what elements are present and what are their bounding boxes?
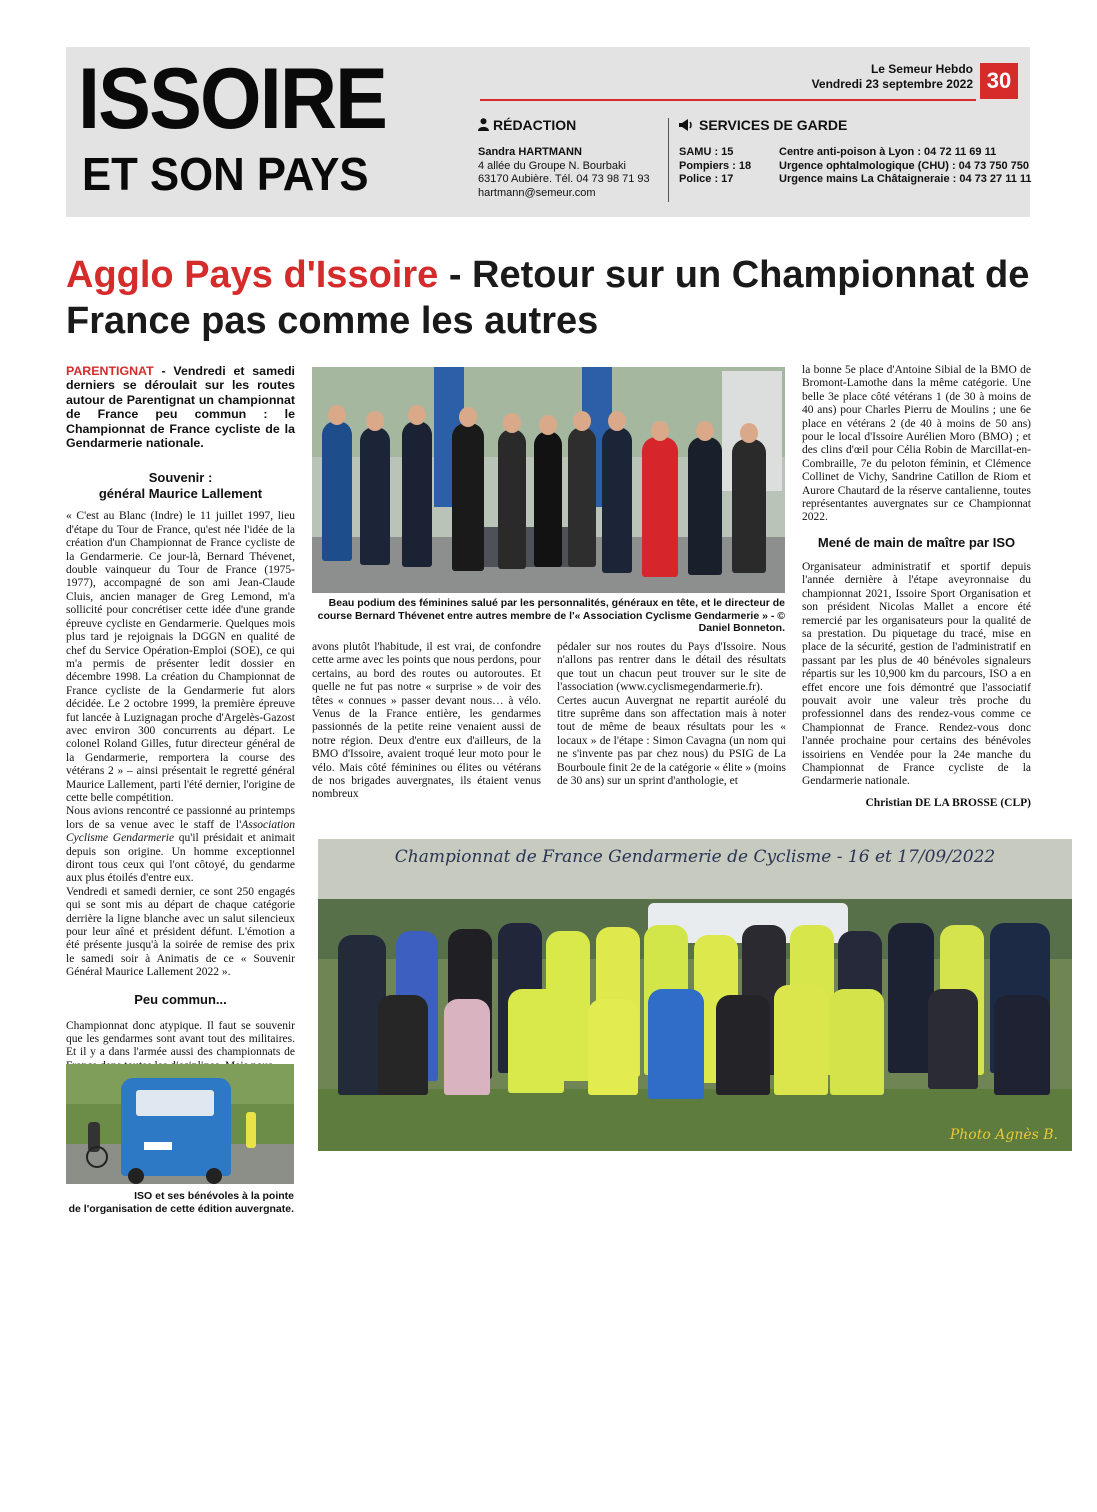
- col1-p2-italic: Association Cyclisme Gendarmerie: [66, 818, 295, 845]
- byline: Christian DE LA BROSSE (CLP): [865, 796, 1031, 809]
- intertitle-iso: Mené de main de maître par ISO: [817, 534, 1016, 550]
- urgence-mains: Urgence mains La Châtaigneraie : 04 73 27 11 11: [779, 173, 1032, 185]
- intertitle-souvenir-l1: Souvenir :: [148, 470, 213, 486]
- antipoison: Centre anti-poison à Lyon : 04 72 11 69 11: [779, 146, 997, 158]
- redaction-heading: [478, 117, 650, 133]
- services-heading-text: SERVICES DE GARDE: [699, 117, 848, 133]
- publication-name: Le Semeur Hebdo: [870, 62, 973, 76]
- intertitle-peu-commun: Peu commun...: [134, 991, 227, 1007]
- col1-paragraph-4: Championnat donc atypique. Il faut se souvenir que les gendarmes sont avant tout des militaires. Et il y a dans l'armée aussi des championnats de: [66, 1019, 295, 1059]
- col1-paragraph-2: [66, 805, 295, 885]
- redaction-block: [478, 117, 650, 200]
- column-3: [557, 641, 786, 788]
- section-title: ISSOIRE: [78, 51, 387, 147]
- header-rule: [480, 99, 976, 101]
- samu: SAMU : 15: [679, 146, 734, 158]
- lead-text: - Vendredi et samedi derniers se déroulait sur les routes autour de Parentignat un championnat de France peu commun : le Championnat de France cycliste de la Gendarmerie nationale.: [66, 364, 295, 451]
- headline: [66, 252, 1046, 344]
- headline-rest: - Retour sur un Championnat de France pas comme les autres: [66, 254, 1030, 342]
- lead-place: PARENTIGNAT: [66, 364, 154, 378]
- publication-date: Vendredi 23 septembre 2022: [811, 77, 973, 91]
- intertitle-souvenir: [66, 470, 295, 502]
- col4-paragraph-1: la bonne 5e place d'Antoine Sibial de la BMO de Bromont-Lamothe dans la même catégorie. Une belle 3e place côté vétérans 1 (de 30 à moins de 40 ans) pour Charles Pierru de Moulins ; une 6e place en vétérans 2 (de 40 à moins de 50 ans) pour le local d'Issoire Aurélien Moro (BMO) ; et des clins d'œil pour Célia Robin de Marcillat-en-Combraille, 7e du peloton féminin, et Clémence Collinet de Vichy, Sandrine Catillon de Riom et Aurore Chautard de la réserve cantalienne, toutes représentantes auvergnates sur ce Championnat 2022.: [802, 364, 1031, 524]
- redaction-address2: 63170 Aubière. Tél. 04 73 98 71 93: [478, 173, 650, 185]
- intertitle-souvenir-l2: général Maurice Lallement: [98, 486, 263, 502]
- headline-red: Agglo Pays d'Issoire: [66, 254, 439, 296]
- col1-paragraph-3: Vendredi et samedi dernier, ce sont 250 engagés qui se sont mis au départ de chaque catégorie derrière la ligne blanche avec un salut silencieux pour leur aîné et président défunt. L'émotion a été présente jusqu'à la soirée de remise des prix le samedi soir à Animatis de ce « Souvenir Général Maurice Lallement 2022 ».: [66, 885, 295, 979]
- redaction-email[interactable]: hartmann@semeur.com: [478, 186, 596, 199]
- redaction-address1: 4 allée du Groupe N. Bourbaki: [478, 159, 626, 172]
- services-hotlines: [779, 146, 1032, 187]
- col3-paragraph-1: pédaler sur nos routes du Pays d'Issoire. Nous n'allons pas rentrer dans le détail des résultats que tout un chacun peut trouver sur le site de l'association (www.cyclismegendarmerie.fr).: [557, 641, 786, 694]
- pompiers: Pompiers : 18: [679, 159, 752, 172]
- column-2: [312, 641, 541, 802]
- van-caption-l2: de l'organisation de cette édition auvergnate.: [68, 1202, 294, 1215]
- col1-p2-b: qu'il présidait et animait depuis son origine. Un homme exceptionnel diront tous ceux qui l'ont côtoyé, du gendarme aux plus étoilés d'entre eux.: [66, 832, 295, 885]
- col1-paragraph-1: « C'est au Blanc (Indre) le 11 juillet 1997, lieu d'étape du Tour de France, qu'est née l'idée de la création d'un Championnat de France cycliste de la Gendarmerie. Ce jour-là, Bernard Thévenet, double vainqueur du Tour de France (1975-1977), accompagné de son ami Jean-Claude Cluis, ancien manager de Greg Lemond, m'a sollicité pour concrétiser cette idée d'une grande épreuve cycliste en Gendarmerie. Quelques mois plus tard je rejoignais la DGGN en qualité de chef du Service Opération-Emploi (SOE), ce qui m'a permis de présenter ledit dossier en décembre 1998. La création du Championnat de France cycliste de la Gendarmerie fut alors décidée. Le 2 octobre 1999, la première épreuve fut lancée à Luzignagan proche d'Argelès-Gazost avec environ 300 concurrents au départ. Le colonel Roland Gilles, futur directeur général de la Gendarmerie, remportera la course des vétérans 2 » – ainsi présentait le regretté général Maurice Lallement, parti l'été dernier, l'origine de cette belle compétition.: [66, 510, 295, 804]
- ophtalmo: Urgence ophtalmologique (CHU) : 04 73 750 750: [779, 159, 1030, 172]
- redaction-name: Sandra HARTMANN: [478, 146, 582, 158]
- podium-caption: Beau podium des féminines salué par les personnalités, généraux en tête, et le directeur de course Bernard Thévenet entre autres membre de l'« Association Cyclisme Gendarmerie » - © Daniel Bonneton.: [317, 597, 785, 635]
- van-caption: [66, 1190, 294, 1215]
- person-icon: [478, 118, 489, 131]
- col1-p2-a: Nous avions rencontré ce passionné au printemps lors de sa venue avec le staff de l': [66, 805, 295, 831]
- police: Police : 17: [679, 173, 734, 185]
- group-photo: [318, 839, 1072, 1151]
- van-photo: [66, 1064, 294, 1184]
- van-caption-l1: ISO et ses bénévoles à la pointe: [134, 1190, 294, 1202]
- redaction-heading-text: RÉDACTION: [493, 117, 577, 133]
- group-photo-credit: Photo Agnès B.: [949, 1127, 1058, 1143]
- section-subtitle: ET SON PAYS: [82, 148, 369, 200]
- col4-paragraph-2: Organisateur administratif et sportif depuis l'année dernière à l'étape aveyronnaise du championnat 2021, Issoire Sport Organisation et son président Nicolas Mallet a encore été remercié par les organisateurs pour la qualité de sa prestation. Du piquetage du tracé, mise en place de la sécurité, gestion de l'administratif en passant par les plus de 40 bénévoles signaleurs répartis sur les 10,900 km du parcours, ISO a en effet encore une fois démontré que l'associatif pouvait avoir une valeur très proche du professionnel dans des rendez-vous comme ce Championnat de France. Rendez-vous donc l'année prochaine pour certains des bénévoles issoiriens en Vendée pour la 24e manche du Championnat de France cycliste de la Gendarmerie nationale.: [802, 560, 1031, 788]
- header-separator: [668, 118, 669, 202]
- col2-paragraph: avons plutôt l'habitude, il est vrai, de confondre cette arme avec les points que nous perdons, pour certains, au bord des routes ou autoroutes. Et quelle ne fut pas notre « surprise » de voir des têtes « connues » passer devant nous… à vélo. Venus de la France entière, les gendarmes passionnés de la petite reine venaient aussi de notre région. Deux d'entre eux d'ailleurs, de la BMO d'Issoire, avaient troqué leur moto pour le vélo. Mais côté féminines ou élites ou vétérans de nos brigades auvergnates, ils étaient venus nombreux: [312, 641, 541, 801]
- services-heading: [679, 117, 847, 133]
- megaphone-icon: [679, 119, 694, 131]
- group-photo-title: Championnat de France Gendarmerie de Cyclisme - 16 et 17/09/2022: [394, 847, 996, 867]
- publication-info: [812, 62, 973, 92]
- column-4: [802, 364, 1031, 810]
- services-emergency: [679, 146, 751, 187]
- podium-photo: [312, 367, 785, 593]
- services-block: [679, 117, 847, 133]
- col3-paragraph-2: Certes aucun Auvergnat ne repartit auréolé du titre suprême dans son affectation mais à noter tout de même de beaux résultats pour les « locaux » de l'étape : Simon Cavagna (un nom qui ne s'invente pas par chez nous) du PSIG de La Bourboule finit 2e de la catégorie « élite » (moins de 30 ans) sur un sprint d'anthologie, et: [557, 694, 786, 788]
- column-1: [66, 364, 295, 1073]
- page-number: 30: [980, 63, 1018, 99]
